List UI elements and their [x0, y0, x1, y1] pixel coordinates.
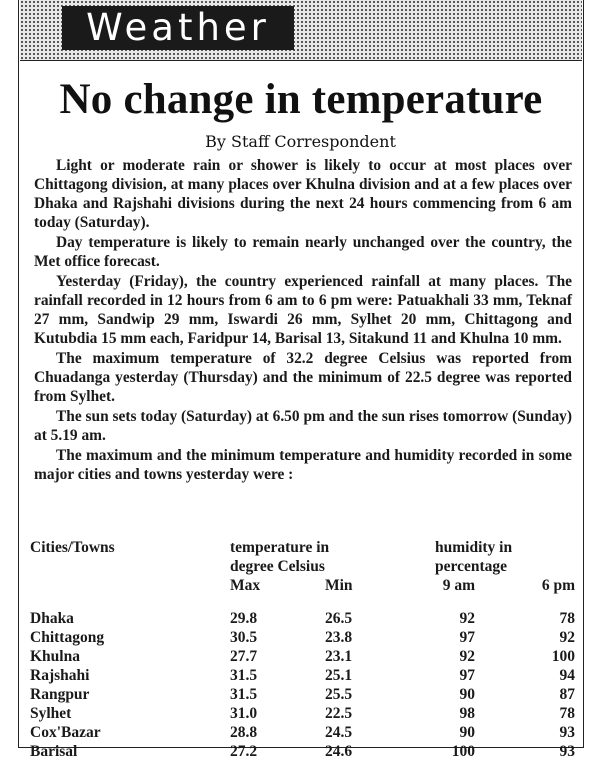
city-cell: Rajshahi	[30, 667, 90, 684]
section-label: Weather	[62, 6, 294, 50]
pm-subheader: 6 pm	[541, 577, 575, 594]
table-row	[30, 723, 575, 742]
paragraph: Yesterday (Friday), the country experienced rainfall at many places. The rainfall recorded in 12 hours from 6 am to 6 pm were: Patuakhali 33 mm, Teknaf 27 mm, Sandwip 29 mm, Iswardi 26 mm, Sylhet 20 mm, Chittagong and Kutubdia 15 mm each, Faridpur 14, Barisal 13, Sitakund 11 and Khulna 10 mm.	[34, 273, 572, 347]
humidity-header-unit: percentage	[435, 558, 508, 575]
humidity-pm-cell: 92	[559, 629, 575, 646]
city-column-header: Cities/Towns	[30, 539, 115, 556]
city-cell: Khulna	[30, 648, 80, 665]
min-cell: 24.5	[325, 724, 353, 741]
humidity-pm-cell: 93	[559, 724, 575, 741]
city-cell: Sylhet	[30, 705, 72, 722]
city-cell: Chittagong	[30, 629, 105, 646]
paragraph: The maximum temperature of 32.2 degree Celsius was reported from Chuadanga yesterday (Thursday) and the minimum of 22.5 degree was reported from Sylhet.	[34, 350, 572, 405]
table-header-row	[30, 557, 575, 576]
min-cell: 26.5	[325, 610, 353, 627]
humidity-pm-cell: 78	[559, 610, 575, 627]
am-subheader: 9 am	[442, 577, 475, 594]
paragraph: Light or moderate rain or shower is likely to occur at most places over Chittagong division, at many places over Khulna division and at a few places over Dhaka and Rajshahi divisions during the next 24 hours commencing from 6 am today (Saturday).	[34, 157, 572, 231]
max-subheader: Max	[230, 577, 261, 594]
table-header-row	[30, 538, 575, 557]
table-row	[30, 666, 575, 685]
humidity-am-cell: 100	[451, 743, 475, 760]
humidity-pm-cell: 94	[559, 667, 575, 684]
city-cell: Barisal	[30, 743, 78, 760]
min-cell: 25.1	[325, 667, 353, 684]
humidity-pm-cell: 93	[559, 743, 575, 760]
temperature-header: temperature in	[230, 539, 330, 556]
max-cell: 29.8	[230, 610, 258, 627]
max-cell: 30.5	[230, 629, 258, 646]
max-cell: 27.2	[230, 743, 258, 760]
humidity-pm-cell: 78	[559, 705, 575, 722]
paragraph: The maximum and the minimum temperature and humidity recorded in some major cities and towns yesterday were :	[34, 447, 572, 483]
humidity-am-cell: 98	[459, 705, 475, 722]
table-row	[30, 647, 575, 666]
humidity-pm-cell: 100	[551, 648, 575, 665]
humidity-am-cell: 90	[459, 686, 475, 703]
city-cell: Cox'Bazar	[30, 724, 101, 741]
min-cell: 23.8	[325, 629, 353, 646]
byline: By Staff Correspondent	[205, 132, 396, 151]
max-cell: 31.0	[230, 705, 258, 722]
humidity-am-cell: 97	[459, 629, 475, 646]
table-row	[30, 628, 575, 647]
city-cell: Rangpur	[30, 686, 90, 703]
humidity-am-cell: 97	[459, 667, 475, 684]
humidity-header: humidity in	[435, 539, 513, 556]
max-cell: 31.5	[230, 686, 258, 703]
section-banner	[20, 0, 582, 61]
table-row	[30, 609, 575, 628]
humidity-am-cell: 92	[459, 648, 475, 665]
max-cell: 27.7	[230, 648, 258, 665]
temperature-header-unit: degree Celsius	[230, 558, 325, 575]
min-cell: 24.6	[325, 743, 353, 760]
min-cell: 22.5	[325, 705, 353, 722]
max-cell: 31.5	[230, 667, 258, 684]
min-cell: 23.1	[325, 648, 353, 665]
table-row	[30, 742, 575, 761]
article-body	[34, 156, 572, 485]
humidity-am-cell: 90	[459, 724, 475, 741]
city-cell: Dhaka	[30, 610, 74, 627]
weather-table	[30, 538, 575, 761]
table-subheader-row	[30, 576, 575, 595]
min-subheader: Min	[325, 577, 353, 594]
table-row	[30, 685, 575, 704]
max-cell: 28.8	[230, 724, 258, 741]
headline: No change in temperature	[59, 76, 543, 123]
table-row	[30, 704, 575, 723]
humidity-am-cell: 92	[459, 610, 475, 627]
min-cell: 25.5	[325, 686, 353, 703]
humidity-pm-cell: 87	[559, 686, 575, 703]
table-body	[30, 609, 575, 761]
paragraph: The sun sets today (Saturday) at 6.50 pm and the sun rises tomorrow (Sunday) at 5.19 am.	[34, 408, 572, 444]
paragraph: Day temperature is likely to remain nearly unchanged over the country, the Met office forecast.	[34, 234, 572, 270]
